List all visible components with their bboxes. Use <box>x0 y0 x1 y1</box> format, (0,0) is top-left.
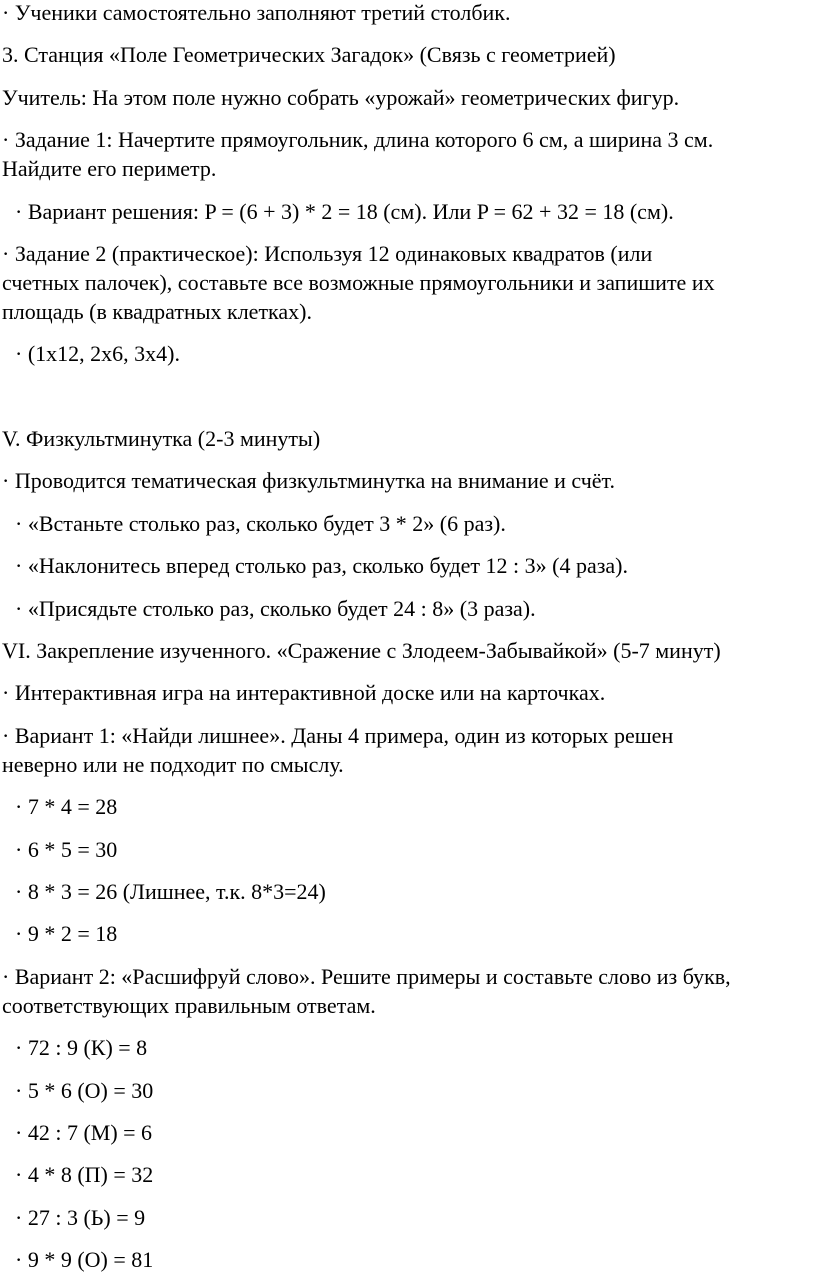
task-2-line-2: счетных палочек), составьте все возможные прямоугольники и запишите их <box>2 270 715 295</box>
heading-station-3: 3. Станция «Поле Геометрических Загадок» (Связь с геометрией) <box>2 42 616 67</box>
paragraph-warmup-intro: · Проводится тематическая физкультминутка на внимание и счёт. <box>2 468 615 493</box>
task-1-line-2: Найдите его периметр. <box>2 156 217 181</box>
variant-1-line-1: · Вариант 1: «Найди лишнее». Даны 4 примера, один из которых решен <box>2 723 674 748</box>
variant-2-example-3: · 42 : 7 (М) = 6 <box>15 1120 153 1145</box>
variant-1-example-1: · 7 * 4 = 28 <box>15 794 118 819</box>
variant-2-example-6: · 9 * 9 (О) = 81 <box>15 1247 154 1272</box>
warmup-item-1: · «Встаньте столько раз, сколько будет 3 * 2» (6 раз). <box>15 511 506 536</box>
variant-1-example-3: · 8 * 3 = 26 (Лишнее, т.к. 8*3=24) <box>15 879 326 904</box>
paragraph-teacher-intro: Учитель: На этом поле нужно собрать «урожай» геометрических фигур. <box>2 85 680 110</box>
task-2-line-3: площадь (в квадратных клетках). <box>2 299 312 324</box>
variant-2-example-1: · 72 : 9 (К) = 8 <box>15 1035 148 1060</box>
heading-section-vi: VI. Закрепление изученного. «Сражение с Злодеем-Забывайкой» (5-7 минут) <box>2 638 721 663</box>
variant-2-example-2: · 5 * 6 (О) = 30 <box>15 1078 154 1103</box>
variant-1-example-2: · 6 * 5 = 30 <box>15 837 118 862</box>
warmup-item-2: · «Наклонитесь вперед столько раз, сколько будет 12 : 3» (4 раза). <box>15 553 629 578</box>
task-2-line-1: · Задание 2 (практическое): Используя 12 одинаковых квадратов (или <box>2 241 653 266</box>
variant-2-example-5: · 27 : 3 (Ь) = 9 <box>15 1205 146 1230</box>
task-1-solution: · Вариант решения: P = (6 + 3) * 2 = 18 (см). Или P = 62 + 32 = 18 (см). <box>15 199 674 224</box>
variant-2-line-2: соответствующих правильным ответам. <box>2 993 376 1018</box>
variant-1-example-4: · 9 * 2 = 18 <box>15 921 118 946</box>
task-2-answer: · (1x12, 2x6, 3x4). <box>15 341 180 366</box>
paragraph-interactive-game: · Интерактивная игра на интерактивной доске или на карточках. <box>2 680 606 705</box>
task-1-line-1: · Задание 1: Начертите прямоугольник, длина которого 6 см, а ширина 3 см. <box>2 127 714 152</box>
variant-1-line-2: неверно или не подходит по смыслу. <box>2 752 344 777</box>
paragraph-students-fill-column: · Ученики самостоятельно заполняют третий столбик. <box>2 0 511 25</box>
warmup-item-3: · «Присядьте столько раз, сколько будет 24 : 8» (3 раза). <box>15 596 536 621</box>
variant-2-example-4: · 4 * 8 (П) = 32 <box>15 1162 154 1187</box>
variant-2-line-1: · Вариант 2: «Расшифруй слово». Решите примеры и составьте слово из букв, <box>2 964 731 989</box>
heading-section-v: V. Физкультминутка (2-3 минуты) <box>2 426 321 451</box>
